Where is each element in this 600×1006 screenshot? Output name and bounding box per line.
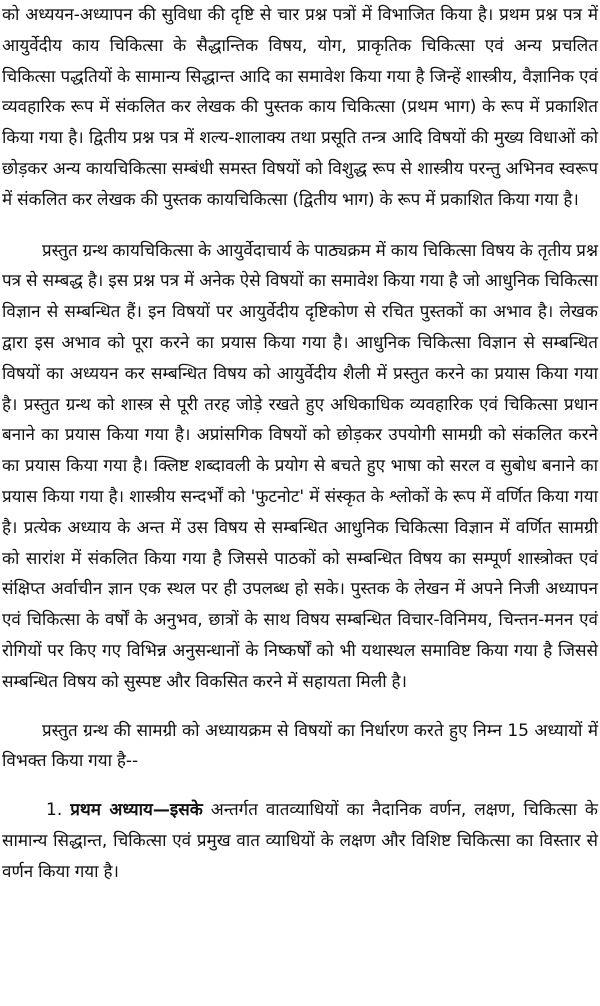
list-item-title: प्रथम अध्याय—इसके (70, 800, 203, 821)
paragraph-book-description: प्रस्तुत ग्रन्थ कायचिकित्सा के आयुर्वेदाचार्य के पाठ्यक्रम में काय चिकित्सा विषय के तृतीय प्रश्न पत्र से सम्बद्ध है। इस प्रश्न पत्र में अनेक ऐसे विषयों का समावेश किया गया है जो आधुनिक चिकित्सा विज्ञान से सम्बन्धित हैं। इन विषयों पर आयुर्वेदीय दृष्टिकोण से रचित पुस्तकों का अभाव है। लेखक द्वारा इस अभाव को पूरा करने का प्रयास किया गया है। आधुनिक चिकित्सा विज्ञान से सम्बन्धित विषयों का अध्ययन कर सम्बन्धित विषय को आयुर्वेदीय शैली में प्रस्तुत करने का प्रयास किया गया है। प्रस्तुत ग्रन्थ को शास्त्र से पूरी तरह जोड़े रखते हुए अधिकाधिक व्यवहारिक एवं चिकित्सा प्रधान बनाने का प्रयास किया गया है। अप्रांसगिक विषयों को छोड़कर उपयोगी सामग्री को संकलित करने का प्रयास किया गया है। क्लिष्ट शब्दावली के प्रयोग से बचते हुए भाषा को सरल व सुबोध बनाने का प्रयास किया गया है। शास्त्रीय सन्दर्भों को 'फुटनोट' में संस्कृत के श्लोकों के रूप में वर्णित किया गया है। प्रत्येक अध्याय के अन्त में उस विषय से सम्बन्धित आधुनिक चिकित्सा विज्ञान में वर्णित सामग्री को सारांश में संकलित किया गया है जिससे पाठकों को सम्बन्धित विषय का सम्पूर्ण शास्त्रोक्त एवं संक्षिप्त अर्वाचीन ज्ञान एक स्थल पर ही उपलब्ध हो सके। पुस्तक के लेखन में अपने निजी अध्यापन एवं चिकित्सा के वर्षों के अनुभव, छात्रों के साथ विषय सम्बन्धित विचार-विनिमय, चिन्तन-मनन एवं रोगियों पर किए गए विभिन्न अनुसन्धानों के निष्कर्षों को भी यथास्थल समाविष्ट किया गया है जिससे सम्बन्धित विषय को सुस्पष्ट और विकसित करने में सहायता मिली है। (2, 240, 598, 692)
list-item (2, 795, 598, 887)
paragraph-intro: को अध्ययन-अध्यापन की सुविधा की दृष्टि से चार प्रश्न पत्रों में विभाजित किया है। प्रथम प्रश्न पत्र में आयुर्वेदीय काय चिकित्सा के सैद्धान्तिक विषय, योग, प्राकृतिक चिकित्सा एवं अन्य प्रचलित चिकित्सा पद्धतियों के सामान्य सिद्धान्त आदि का समावेश किया गया है जिन्हें शास्त्रीय, वैज्ञानिक एवं व्यवहारिक रूप में संकलित कर लेखक की पुस्तक काय चिकित्सा (प्रथम भाग) के रूप में प्रकाशित किया गया है। द्वितीय प्रश्न पत्र में शल्य-शालाक्य तथा प्रसूति तन्त्र आदि विषयों की मुख्य विधाओं को छोड़कर अन्य कायचिकित्सा सम्बंधी समस्त विषयों को विशुद्ध रूप से शास्त्रीय परन्तु अभिनव स्वरूप में संकलित कर लेखक की पुस्तक कायचिकित्सा (द्वितीय भाग) के रूप में प्रकाशित किया गया है। (2, 5, 598, 210)
paragraph-chapter-summary: प्रस्तुत ग्रन्थ की सामग्री को अध्यायक्रम से विषयों का निर्धारण करते हुए निम्न 15 अध्यायों में विभक्त किया गया है-- (2, 720, 598, 772)
list-item-number: 1. (46, 800, 63, 821)
list-item-text: अन्तर्गत वातव्याधियों का नैदानिक वर्णन, लक्षण, चिकित्सा के सामान्य सिद्धान्त, चिकित्सा एवं प्रमुख वात व्याधियों के लक्षण और विशिष्ट चिकित्सा का विस्तार से वर्णन किया गया है। (2, 800, 598, 882)
